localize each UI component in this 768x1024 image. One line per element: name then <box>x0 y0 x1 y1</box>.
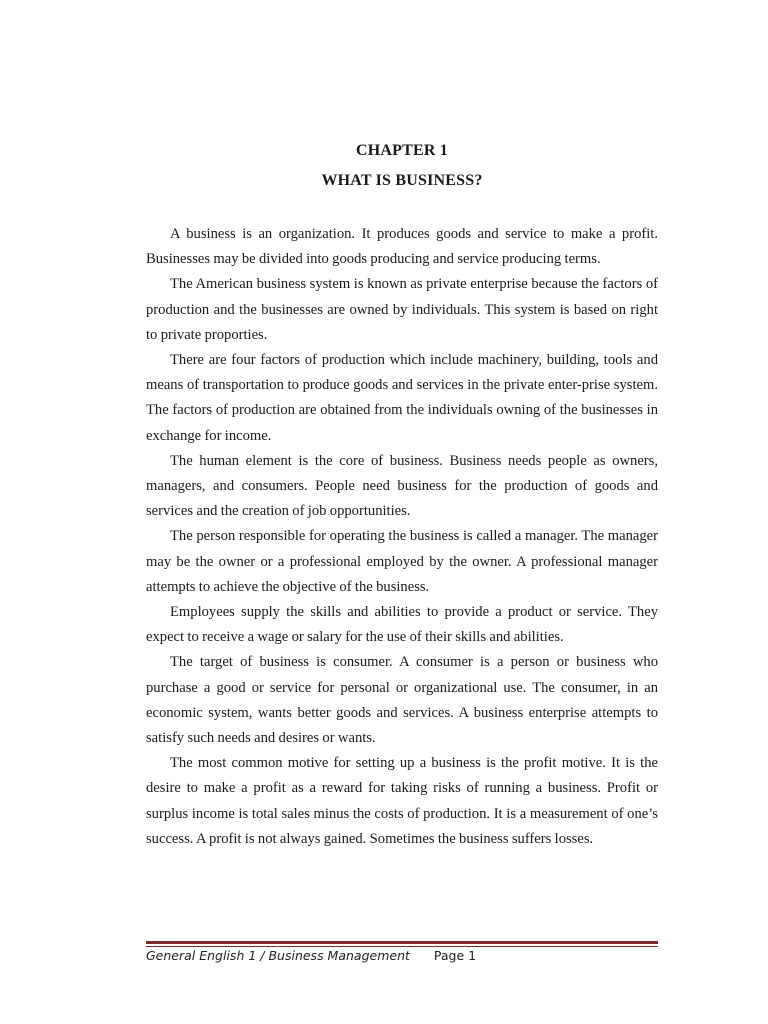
paragraph: The American business system is known as private enterprise because the factors of production and the businesses are owned by individuals. This system is based on right to private proporties. <box>146 276 658 343</box>
footer-page-number: Page 1 <box>433 948 477 963</box>
paragraph: The human element is the core of business. Business needs people as owners, managers, and consumers. People need business for the production of goods and services and the creation of job opportunities. <box>146 452 658 520</box>
chapter-title: WHAT IS BUSINESS? <box>321 172 483 189</box>
footer-course-title: General English 1 / Business Management <box>146 948 410 963</box>
paragraph: Employees supply the skills and abilities to provide a product or service. They expect to receive a wage or salary for the use of their skills and abilities. <box>146 604 658 646</box>
chapter-body <box>146 222 658 852</box>
paragraph: The target of business is consumer. A consumer is a person or business who purchase a good or service for personal or organizational use. The consumer, in an economic system, wants better goods and services. A business enterprise attempts to satisfy such needs and desires or wants. <box>146 654 658 747</box>
paragraph: The most common motive for setting up a business is the profit motive. It is the desire to make a profit as a reward for taking risks of running a business. Profit or surplus income is total sales minus the costs of production. It is a measurement of one’s success. A profit is not always gained. Sometimes the business suffers losses. <box>146 755 658 847</box>
page-footer <box>146 947 476 965</box>
footer-divider-thick <box>146 941 658 944</box>
paragraph: There are four factors of production which include machinery, building, tools and means of transportation to produce goods and services in the private enter-prise system. The factors of production are obtained from the individuals owning of the businesses in exchange for income. <box>146 352 658 444</box>
paragraph: The person responsible for operating the business is called a manager. The manager may be the owner or a professional employed by the owner. A professional manager attempts to achieve the objective of the business. <box>146 528 658 595</box>
chapter-heading <box>146 136 658 196</box>
chapter-number: CHAPTER 1 <box>355 142 449 159</box>
paragraph: A business is an organization. It produces goods and service to make a profit. Businesses may be divided into goods producing and service producing terms. <box>146 226 658 268</box>
